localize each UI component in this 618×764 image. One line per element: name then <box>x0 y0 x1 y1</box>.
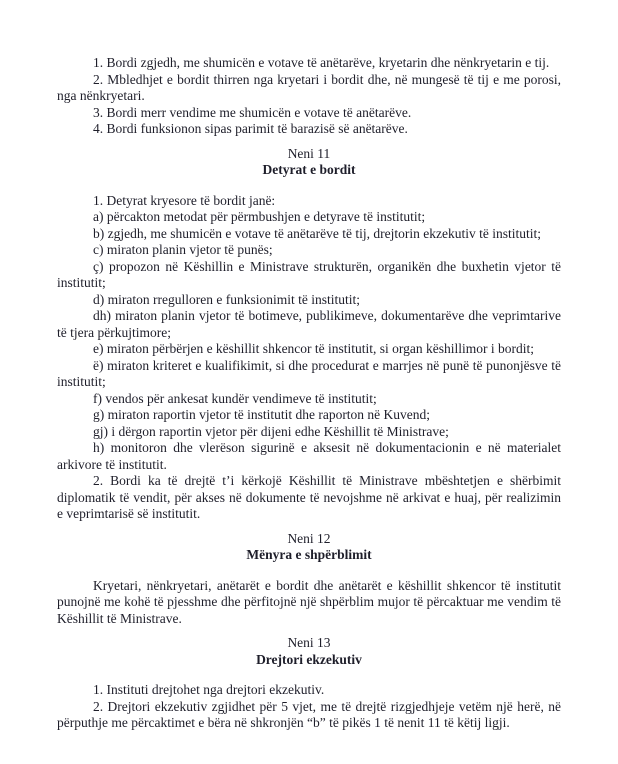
paragraph: 1. Instituti drejtohet nga drejtori ekzekutiv. <box>93 682 325 697</box>
article-title: Mënyra e shpërblimit <box>246 547 372 562</box>
list-item: ç) propozon në Këshillin e Ministrave strukturën, organikën dhe buxhetin vjetor të institutit; <box>57 258 561 290</box>
list-item: ë) miraton kriteret e kualifikimit, si dhe procedurat e marrjes në punë të punonjësve të institutit; <box>57 357 561 389</box>
section-heading-neni-12 <box>57 531 561 564</box>
list-item: c) miraton planin vjetor të punës; <box>93 242 273 257</box>
paragraph: 2. Mbledhjet e bordit thirren nga kryetari i bordit dhe, në mungesë të tij e me porosi, nga nënkryetari. <box>57 71 561 103</box>
list-item: dh) miraton planin vjetor të botimeve, publikimeve, dokumentarëve dhe veprimtarive të tjera përkujtimore; <box>57 308 561 340</box>
paragraph: 2. Bordi ka të drejtë t’i kërkojë Këshillit të Ministrave mbështetjen e shërbimit diplomatik të vendit, për akses në dokumente të nevojshme në arkivat e huaj, për realizimin e veprimtarisë së institutit. <box>57 473 561 521</box>
article-title: Detyrat e bordit <box>262 162 356 177</box>
paragraph: 2. Drejtori ekzekutiv zgjidhet për 5 vjet, me të drejtë rizgjedhjeje vetëm një herë, në përputhje me përcaktimet e bëra në shkronjën “b” të pikës 1 të nenit 11 të këtij ligji. <box>57 698 561 730</box>
list-item: e) miraton përbërjen e këshillit shkencor të institutit, si organ këshillimor i bordit; <box>93 341 535 356</box>
paragraph: Kryetari, nënkryetari, anëtarët e bordit dhe anëtarët e këshillit shkencor të institutit punojnë me kohë të pjesshme dhe përfitojnë një shpërblim mujor të përcaktuar me vendim të Këshillit të Ministrave. <box>57 577 561 626</box>
section-heading-neni-13 <box>57 635 561 668</box>
paragraph: 1. Detyrat kryesore të bordit janë: <box>93 192 276 208</box>
list-item: f) vendos për ankesat kundër vendimeve të institutit; <box>93 390 377 406</box>
article-number: Neni 11 <box>287 145 331 161</box>
article-title: Drejtori ekzekutiv <box>256 651 362 667</box>
list-item: a) përcakton metodat për përmbushjen e detyrave të institutit; <box>93 209 426 224</box>
paragraph: 3. Bordi merr vendime me shumicën e votave të anëtarëve. <box>93 104 412 120</box>
article-number: Neni 12 <box>287 530 331 546</box>
list-item: g) miraton raportin vjetor të institutit dhe raporton në Kuvend; <box>93 407 431 422</box>
paragraph: 4. Bordi funksionon sipas parimit të barazisë së anëtarëve. <box>93 121 408 136</box>
list-item: gj) i dërgon raportin vjetor për dijeni edhe Këshillit të Ministrave; <box>93 423 449 439</box>
paragraph: 1. Bordi zgjedh, me shumicën e votave të anëtarëve, kryetarin dhe nënkryetarin e tij. <box>93 55 550 70</box>
list-item: h) monitoron dhe vlerëson sigurinë e aksesit në dokumentacionin e në materialet arkivore të institutit. <box>57 440 561 472</box>
list-item: b) zgjedh, me shumicën e votave të anëtarëve të tij, drejtorin ekzekutiv të institutit; <box>93 225 541 241</box>
section-heading-neni-11 <box>57 146 561 179</box>
article-number: Neni 13 <box>287 635 331 650</box>
list-item: d) miraton rregulloren e funksionimit të institutit; <box>93 291 360 307</box>
